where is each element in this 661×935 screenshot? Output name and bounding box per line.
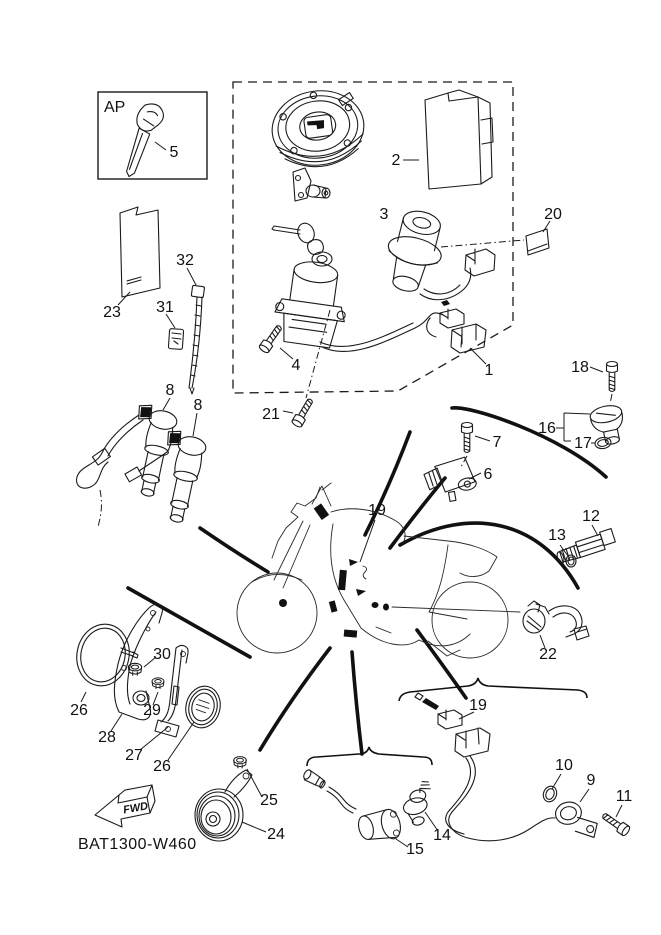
horn-24-group — [195, 757, 266, 841]
plate-20 — [526, 221, 550, 255]
key-box — [98, 92, 207, 181]
part-label-19-17: 19 — [368, 502, 386, 519]
main-switch — [271, 257, 486, 733]
part-label-18-10: 18 — [571, 359, 589, 376]
part-label-9-33: 9 — [586, 772, 596, 789]
part-label-6-14: 6 — [483, 466, 493, 483]
clamp-22 — [523, 601, 589, 648]
part-label-31-2: 31 — [156, 299, 174, 316]
part-label-14-30: 14 — [433, 827, 451, 844]
part-label-26-26: 26 — [153, 758, 171, 775]
part-label-29-23: 29 — [143, 702, 161, 719]
part-label-23-1: 23 — [103, 304, 121, 321]
part-label-1-8: 1 — [484, 362, 494, 379]
part-label-5-0: 5 — [169, 144, 179, 161]
leader-strokes — [128, 408, 606, 754]
key-box-label: AP — [104, 99, 126, 116]
ignition-coils — [77, 398, 209, 527]
part-label-12-18: 12 — [582, 508, 600, 525]
part-label-22-20: 22 — [539, 646, 557, 663]
part-label-4-7: 4 — [291, 357, 301, 374]
crank-sensor-group — [399, 678, 631, 844]
fuel-cap — [267, 85, 369, 173]
part-label-16-11: 16 — [538, 420, 556, 437]
part-label-10-32: 10 — [555, 757, 573, 774]
speed-sensor-group — [556, 362, 628, 450]
bolt-4 — [258, 323, 293, 359]
part-label-28-24: 28 — [98, 729, 116, 746]
fwd-arrow — [95, 785, 155, 827]
part-label-20-6: 20 — [544, 206, 562, 223]
part-label-13-19: 13 — [548, 527, 566, 544]
part-label-17-12: 17 — [574, 435, 592, 452]
part-label-2-4: 2 — [391, 152, 401, 169]
part-label-15-29: 15 — [406, 841, 424, 858]
part-label-25-27: 25 — [260, 792, 278, 809]
clip-31 — [166, 314, 184, 349]
ecu-unit — [403, 90, 493, 189]
part-label-26-21: 26 — [70, 702, 88, 719]
seat-lock — [293, 168, 330, 201]
part-label-19-31: 19 — [469, 697, 487, 714]
sticker-23 — [118, 207, 160, 305]
immobilizer-unit — [379, 206, 524, 300]
diagram-code: BAT1300-W460 — [78, 836, 197, 853]
part-label-7-13: 7 — [492, 434, 502, 451]
part-label-21-9: 21 — [262, 406, 280, 423]
fwd-label: FWD — [122, 800, 150, 817]
part-label-11-34: 11 — [615, 788, 633, 805]
part-label-27-25: 27 — [125, 747, 143, 764]
bolt-21 — [283, 397, 316, 428]
ignition-key — [272, 221, 332, 266]
part-label-30-22: 30 — [153, 646, 171, 663]
part-label-8-15: 8 — [165, 382, 175, 399]
part-number-labels — [70, 144, 632, 858]
cable-tie-32 — [187, 268, 205, 394]
part-label-32-3: 32 — [176, 252, 194, 269]
part-label-8-16: 8 — [193, 397, 203, 414]
part-label-3-5: 3 — [379, 206, 389, 223]
part-label-24-28: 24 — [267, 826, 285, 843]
switch-group — [302, 747, 439, 847]
